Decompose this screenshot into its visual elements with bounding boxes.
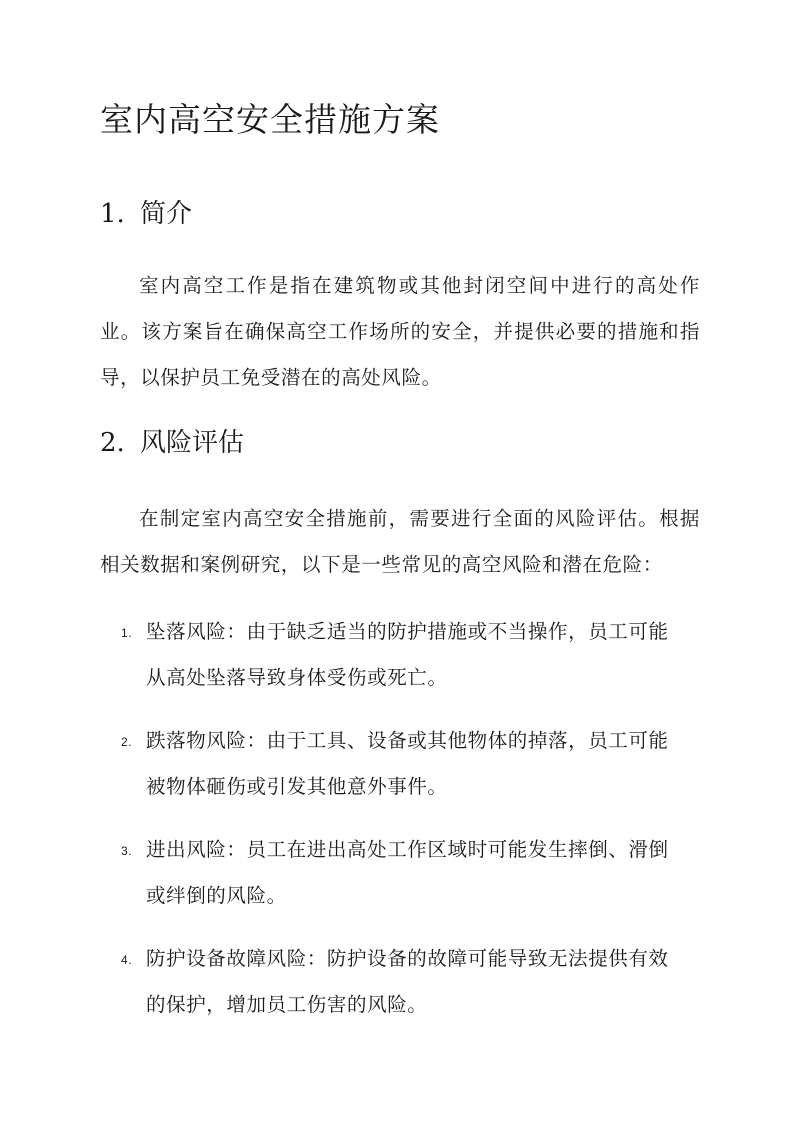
list-item-line: 坠落风险：由于缺乏适当的防护措施或不当操作，员工可能 [146,620,669,643]
section-heading-text: 简介 [140,199,193,229]
list-item-line: 进出风险：员工在进出高处工作区域时可能发生摔倒、滑倒 [146,838,669,861]
intro-paragraph: 室内高空工作是指在建筑物或其他封闭空间中进行的高处作业。该方案旨在确保高空工作场所的安全，并提供必要的措施和指导，以保护员工免受潜在的高处风险。 [100,274,700,389]
risk-list-item [100,936,700,1028]
list-marker: 1. [121,626,133,640]
list-marker: 3. [121,844,133,858]
section-number: 2. [100,428,125,458]
list-item [100,718,700,810]
section-heading-risk-assessment [100,425,244,461]
risk-list-item [100,718,700,810]
list-marker: 4. [121,953,133,967]
risk-list-item [100,609,700,701]
list-item-line: 跌落物风险：由于工具、设备或其他物体的掉落，员工可能 [146,729,669,752]
list-item [100,827,700,919]
list-item [100,609,700,701]
section-heading-text: 风险评估 [140,428,245,458]
list-marker: 2. [121,735,133,749]
risk-list-item [100,827,700,919]
list-item [100,936,700,1028]
section-number: 1. [100,199,125,229]
list-item-line: 防护设备故障风险：防护设备的故障可能导致无法提供有效 [146,947,669,970]
section-heading-intro [100,196,192,232]
list-item-line: 或绊倒的风险。 [146,884,287,907]
document-title: 室内高空安全措施方案 [100,100,440,139]
risk-assessment-paragraph: 在制定室内高空安全措施前，需要进行全面的风险评估。根据相关数据和案例研究，以下是一些常见的高空风险和潜在危险： [100,507,700,576]
list-item-line: 被物体砸伤或引发其他意外事件。 [146,775,448,798]
list-item-line: 的保护，增加员工伤害的风险。 [146,993,428,1016]
list-item-line: 从高处坠落导致身体受伤或死亡。 [146,666,448,689]
